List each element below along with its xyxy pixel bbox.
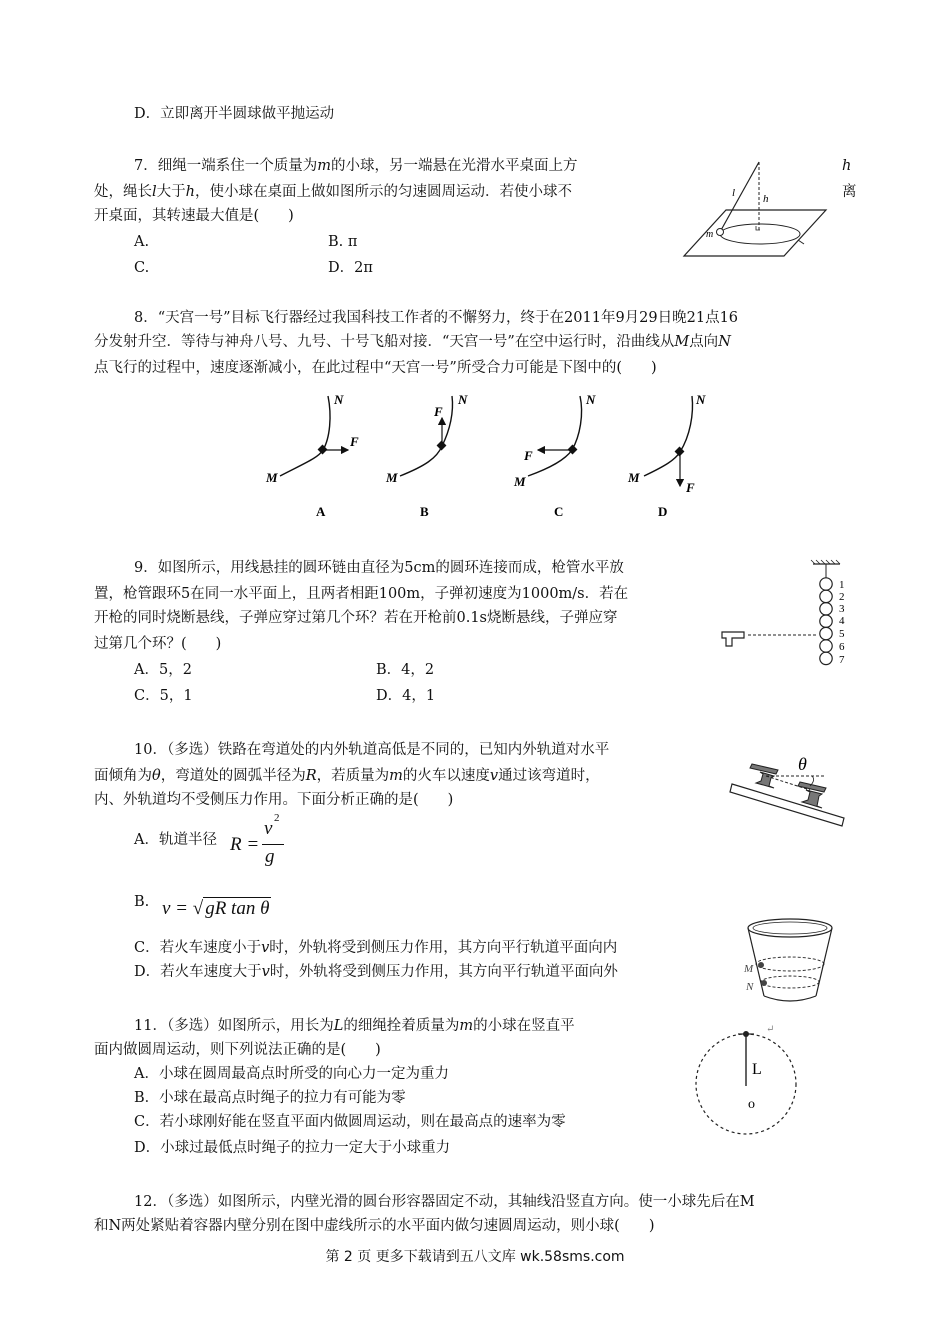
q8-fig-d-N: N (696, 392, 706, 407)
q12-figure (740, 916, 840, 1006)
q10-line1: 10．（多选）铁路在弯道处的内外轨道高低是不同的，已知内外轨道对水平 (134, 742, 610, 758)
q8-fig-c-N: N (586, 392, 596, 407)
q9-line2: 置，枪管跟环5在同一水平面上，且两者相距100m，子弹初速度为1000m/s．若在 (94, 586, 629, 602)
q7-fig-m: m (706, 229, 714, 240)
q10-line2: 面倾角为θ，弯道处的圆弧半径为R，若质量为m的火车以速度v通过该弯道时， (94, 768, 600, 784)
q10-option-a: A．轨道半径 (134, 832, 217, 848)
q9-option-b: B．4，2 (376, 662, 435, 678)
q7-option-a: A. (134, 234, 150, 250)
q10-option-c: C．若火车速度小于v时，外轨将受到侧压力作用，其方向平行轨道平面向内 (134, 940, 618, 956)
q8-fig-d (627, 392, 706, 519)
q7-option-c: C. (134, 260, 150, 276)
q11-fig-o: o (748, 1097, 755, 1112)
q10-line3: 内、外轨道均不受侧压力作用。下面分析正确的是( ) (94, 792, 454, 808)
q9-ring-2: 2 (839, 591, 845, 603)
q10-formula-b: v = √ gR tan θ (162, 898, 270, 919)
q9-option-c: C．5，1 (134, 688, 193, 704)
q12-fig-M: M (744, 963, 754, 975)
q9-figure (718, 560, 858, 685)
q9-option-d: D．4，1 (376, 688, 436, 704)
q7-li-right: 离 (842, 184, 857, 200)
q8-line2: 分发射升空．等待与神舟八号、九号、十号飞船对接．“天宫一号”在空中运行时，沿曲线从M点向N (94, 334, 731, 350)
q8-figure (260, 388, 720, 523)
q11-option-d: D．小球过最低点时绳子的拉力一定大于小球重力 (134, 1140, 451, 1156)
q7-line1: 7．细绳一端系住一个质量为m的小球，另一端悬在光滑水平桌面上方 (134, 158, 578, 174)
q8-fig-c-label: C (554, 504, 564, 519)
q8-fig-a-F: F (350, 434, 359, 449)
q11-line1: 11．（多选）如图所示，用长为L的细绳拴着质量为m的小球在竖直平 (134, 1018, 575, 1034)
q9-line4: 过第几个环？( ) (94, 636, 222, 652)
q10-figure (726, 750, 856, 830)
q11-line2: 面内做圆周运动，则下列说法正确的是( ) (94, 1042, 381, 1058)
q10-option-b: B. (134, 894, 150, 910)
q8-fig-d-M: M (628, 470, 640, 485)
q11-option-b: B．小球在最高点时绳子的拉力有可能为零 (134, 1090, 406, 1106)
q9-ring-1: 1 (839, 579, 845, 591)
q7-figure (680, 158, 830, 260)
q10-fig-theta: θ (798, 754, 807, 774)
q8-line1: 8．“天宫一号”目标飞行器经过我国科技工作者的不懈努力，终于在2011年9月29日晚21点16 (134, 310, 739, 326)
q8-fig-a-M: M (266, 470, 278, 485)
q6-option-d: D．立即离开半圆球做平抛运动 (134, 106, 335, 122)
q7-fig-h: h (763, 193, 769, 205)
q8-fig-b-F: F (434, 404, 443, 419)
q8-fig-b-N: N (458, 392, 468, 407)
q9-ring-7: 7 (839, 654, 845, 666)
q7-line2: 处，绳长l大于h，使小球在桌面上做如图所示的匀速圆周运动．若使小球不 (94, 184, 572, 200)
q8-fig-b-M: M (386, 470, 398, 485)
q11-fig-mark: ↵ (766, 1024, 775, 1035)
q7-h-right: h (842, 158, 852, 174)
q11-option-a: A．小球在圆周最高点时所受的向心力一定为重力 (134, 1066, 449, 1082)
q9-ring-5: 5 (839, 628, 845, 640)
q8-line3: 点飞行的过程中，速度逐渐减小，在此过程中“天宫一号”所受合力可能是下图中的( ) (94, 360, 657, 376)
q12-line2: 和N两处紧贴着容器内壁分别在图中虚线所示的水平面内做匀速圆周运动，则小球( ) (94, 1218, 655, 1234)
q8-fig-c-M: M (514, 474, 526, 489)
q7-option-b: B. π (328, 234, 358, 250)
q7-fig-l: l (732, 187, 736, 199)
q9-ring-6: 6 (839, 641, 845, 653)
q8-fig-a (265, 392, 359, 519)
q8-fig-d-F: F (686, 480, 695, 495)
q9-ring-3: 3 (839, 603, 845, 615)
page-footer: 第 2 页 更多下载请到五八文库 wk.58sms.com (325, 1249, 625, 1265)
q9-line1: 9．如图所示，用线悬挂的圆环链由直径为5cm的圆环连接而成，枪管水平放 (134, 560, 624, 576)
q8-fig-c-F: F (524, 448, 533, 463)
q7-option-d: D．2π (328, 260, 373, 276)
q12-line1: 12．（多选）如图所示，内壁光滑的圆台形容器固定不动，其轴线沿竖直方向。使一小球先后在M (134, 1194, 755, 1210)
q8-fig-a-N: N (334, 392, 344, 407)
q8-fig-b (385, 392, 468, 519)
q11-option-c: C．若小球刚好能在竖直平面内做圆周运动，则在最高点的速率为零 (134, 1114, 566, 1130)
q8-fig-c (513, 392, 596, 519)
q8-fig-d-label: D (658, 504, 668, 519)
q8-fig-a-label: A (316, 504, 326, 519)
q8-fig-b-label: B (420, 504, 429, 519)
q12-fig-N: N (746, 981, 754, 993)
q11-figure (692, 1022, 802, 1146)
q9-ring-4: 4 (839, 615, 845, 627)
q9-line3: 开枪的同时烧断悬线，子弹应穿过第几个环？若在开枪前0.1s烧断悬线，子弹应穿 (94, 610, 618, 626)
q7-line3: 开桌面，其转速最大值是( ) (94, 208, 294, 224)
q9-option-a: A．5，2 (134, 662, 192, 678)
q10-option-d: D．若火车速度大于v时，外轨将受到侧压力作用，其方向平行轨道平面向外 (134, 964, 618, 980)
q11-fig-L: L (752, 1061, 762, 1078)
